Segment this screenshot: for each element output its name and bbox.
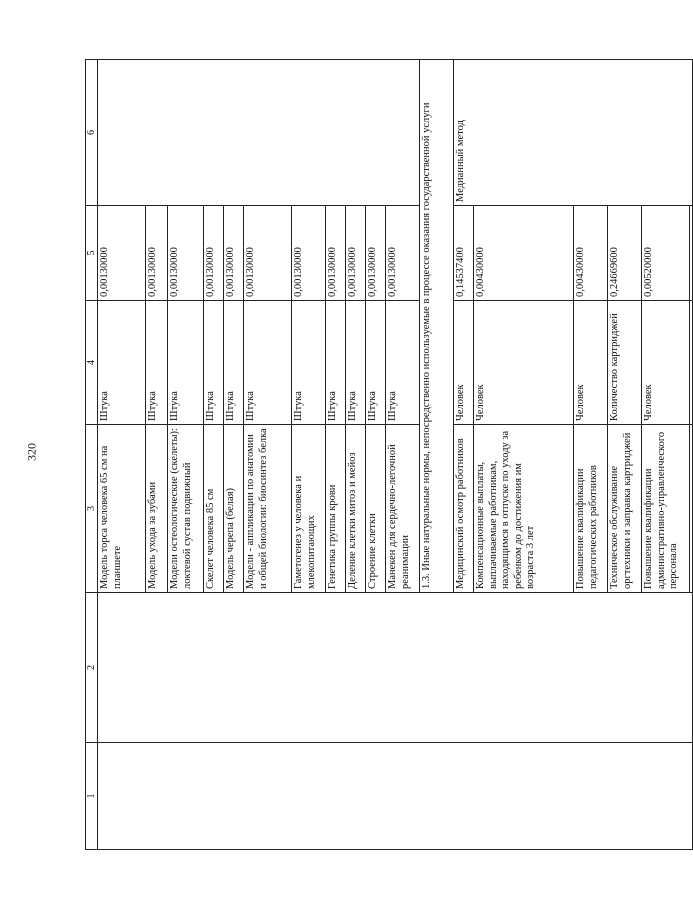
item-unit: Штука	[224, 301, 244, 425]
item-value: 0,00130000	[366, 206, 386, 301]
column-2-cell	[98, 593, 693, 743]
item-name: Медицинский осмотр работников	[454, 425, 474, 593]
item-name: Строение клетки	[366, 425, 386, 593]
item-value: 0,00130000	[224, 206, 244, 301]
item-name: Скелет человека 85 см	[204, 425, 224, 593]
item-name: Модели - аппликации по анатомии и общей биологии: биосинтез белка	[244, 425, 292, 593]
item-unit: Штука	[326, 301, 346, 425]
empty-cell	[690, 301, 693, 425]
item-unit: Штука	[98, 301, 146, 425]
item-value: 0,00430000	[474, 206, 574, 301]
header-row	[86, 60, 98, 850]
item-unit: Штука	[146, 301, 168, 425]
column-6-cell	[98, 60, 420, 206]
item-unit: Штука	[204, 301, 224, 425]
section-title: 1.3. Иные натуральные нормы, непосредственно используемые в процессе оказания государственной услуги	[420, 60, 454, 593]
item-unit: Штука	[386, 301, 420, 425]
item-value: 0,00130000	[386, 206, 420, 301]
item-name: Техническое обслуживание оргтехники и заправка картриджей	[608, 425, 642, 593]
item-name: Манекен для сердечно-легочной реанимации	[386, 425, 420, 593]
norms-table	[85, 59, 693, 850]
column-header: 3	[86, 425, 98, 593]
item-value: 0,00520000	[642, 206, 690, 301]
item-name: Генетика группы крови	[326, 425, 346, 593]
item-unit: Человек	[642, 301, 690, 425]
item-unit: Человек	[454, 301, 474, 425]
item-value: 0,24669600	[608, 206, 642, 301]
column-header: 5	[86, 206, 98, 301]
item-name: Модель ухода за зубами	[146, 425, 168, 593]
item-name: Повышение квалификации педагогических работников	[574, 425, 608, 593]
item-unit: Штука	[244, 301, 292, 425]
column-1-cell	[98, 743, 693, 850]
empty-cell	[690, 206, 693, 301]
item-name: Деление клетки митоз и мейоз	[346, 425, 366, 593]
rotated-table-container	[85, 60, 679, 850]
column-header: 1	[86, 743, 98, 850]
item-name: Модель торса человека 65 см на планшете	[98, 425, 146, 593]
item-value: 0,00130000	[98, 206, 146, 301]
item-unit: Штука	[366, 301, 386, 425]
item-unit: Человек	[474, 301, 574, 425]
page-number: 320	[24, 443, 39, 461]
item-name: Гаметогенез у человека и млекопитающих	[292, 425, 326, 593]
column-header: 6	[86, 60, 98, 206]
item-value: 0,00130000	[244, 206, 292, 301]
item-name: Модель черепа (белая)	[224, 425, 244, 593]
item-value: 0,14537400	[454, 206, 474, 301]
item-name: Повышение квалификации административно-управленческого персонала	[642, 425, 690, 593]
method-cell: Медианный метод	[454, 60, 693, 206]
item-value: 0,00130000	[204, 206, 224, 301]
column-header: 4	[86, 301, 98, 425]
empty-cell	[690, 425, 693, 593]
table-row	[98, 60, 146, 850]
item-unit: Количество картриджей	[608, 301, 642, 425]
item-value: 0,00130000	[168, 206, 204, 301]
item-name: Модели остеологические (скелеты): локтевой сустав подвижный	[168, 425, 204, 593]
item-value: 0,00130000	[146, 206, 168, 301]
item-name: Компенсационные выплаты, выплачиваемые работникам, находящимся в отпуске по уходу за ребенком до достижения им возраста 3 лет	[474, 425, 574, 593]
column-header: 2	[86, 593, 98, 743]
item-unit: Штука	[292, 301, 326, 425]
item-value: 0,00430000	[574, 206, 608, 301]
item-value: 0,00130000	[346, 206, 366, 301]
item-unit: Штука	[346, 301, 366, 425]
item-unit: Штука	[168, 301, 204, 425]
item-value: 0,00130000	[326, 206, 346, 301]
item-value: 0,00130000	[292, 206, 326, 301]
item-unit: Человек	[574, 301, 608, 425]
